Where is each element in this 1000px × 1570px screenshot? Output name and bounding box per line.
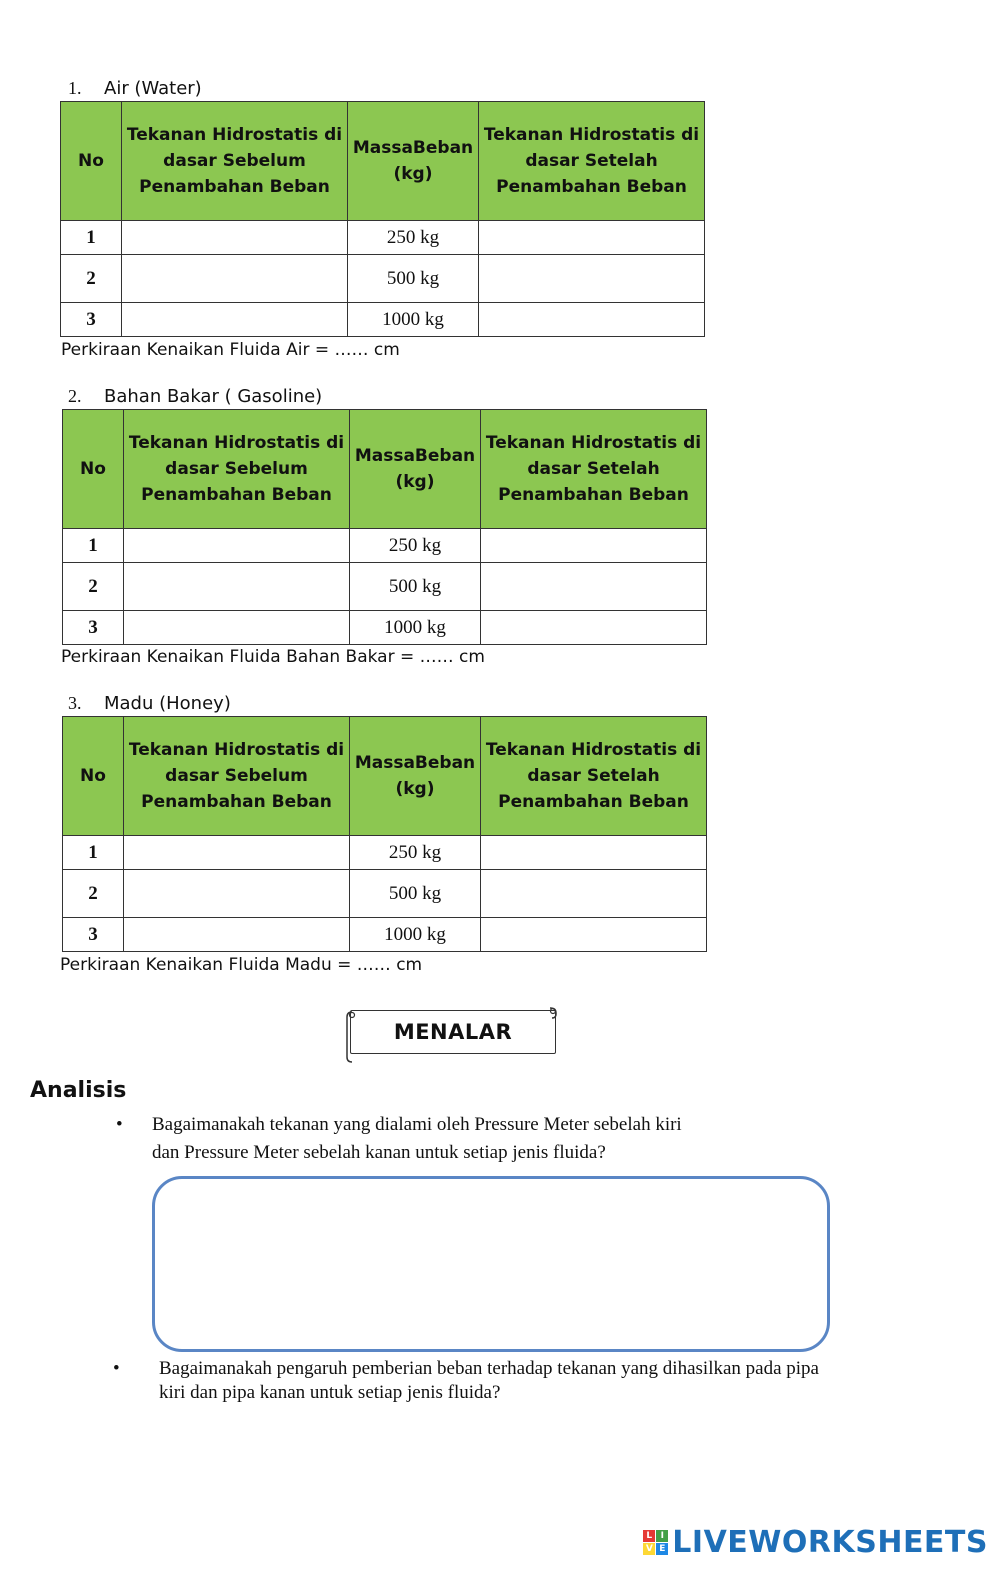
header-mass: MassaBeban (kg) bbox=[350, 410, 481, 529]
header-no: No bbox=[61, 102, 122, 221]
question-2: • Bagaimanakah pengaruh pemberian beban terhadap tekanan yang dihasilkan pada pipa kiri dan pipa kanan untuk setiap jenis fluida? bbox=[113, 1358, 819, 1403]
input-cell[interactable] bbox=[124, 836, 350, 870]
header-pressure-after: Tekanan Hidrostatis di dasar Setelah Penambahan Beban bbox=[481, 410, 707, 529]
section-3-title: 3. Madu (Honey) bbox=[68, 693, 231, 714]
header-mass: MassaBeban (kg) bbox=[350, 717, 481, 836]
section-2-title: 2. Bahan Bakar ( Gasoline) bbox=[68, 386, 323, 407]
input-cell[interactable] bbox=[481, 836, 707, 870]
menalar-banner: MENALAR bbox=[350, 1010, 556, 1054]
table-row: 2 500 kg bbox=[63, 870, 707, 918]
input-cell[interactable] bbox=[122, 221, 348, 255]
header-no: No bbox=[63, 410, 124, 529]
header-mass: MassaBeban (kg) bbox=[348, 102, 479, 221]
scroll-decoration-icon bbox=[344, 1004, 566, 1064]
table-row: 1 250 kg bbox=[63, 529, 707, 563]
gasoline-estimate-note: Perkiraan Kenaikan Fluida Bahan Bakar = …… cm bbox=[61, 647, 485, 667]
input-cell[interactable] bbox=[479, 255, 705, 303]
water-table bbox=[60, 101, 705, 337]
table-row: 3 1000 kg bbox=[63, 918, 707, 952]
liveworksheets-mark-icon: L I V E bbox=[643, 1530, 668, 1555]
header-no: No bbox=[63, 717, 124, 836]
input-cell[interactable] bbox=[124, 611, 350, 645]
liveworksheets-logo: L I V E LIVEWORKSHEETS bbox=[643, 1525, 988, 1560]
input-cell[interactable] bbox=[122, 303, 348, 337]
table-row: 1 250 kg bbox=[63, 836, 707, 870]
input-cell[interactable] bbox=[481, 563, 707, 611]
input-cell[interactable] bbox=[124, 529, 350, 563]
analisis-heading: Analisis bbox=[30, 1078, 127, 1103]
input-cell[interactable] bbox=[124, 918, 350, 952]
honey-table bbox=[62, 716, 707, 952]
table-row: 2 500 kg bbox=[63, 563, 707, 611]
table-row: 3 1000 kg bbox=[63, 611, 707, 645]
table-row: 3 1000 kg bbox=[61, 303, 705, 337]
table-row: 1 250 kg bbox=[61, 221, 705, 255]
gasoline-table bbox=[62, 409, 707, 645]
input-cell[interactable] bbox=[481, 611, 707, 645]
answer-box[interactable] bbox=[152, 1176, 830, 1352]
question-1: • Bagaimanakah tekanan yang dialami oleh Pressure Meter sebelah kiri dan Pressure Meter sebelah kanan untuk setiap jenis fluida? bbox=[116, 1114, 682, 1163]
input-cell[interactable] bbox=[122, 255, 348, 303]
header-pressure-before: Tekanan Hidrostatis di dasar Sebelum Penambahan Beban bbox=[122, 102, 348, 221]
honey-estimate-note: Perkiraan Kenaikan Fluida Madu = …… cm bbox=[60, 955, 423, 975]
input-cell[interactable] bbox=[481, 870, 707, 918]
water-estimate-note: Perkiraan Kenaikan Fluida Air = …… cm bbox=[61, 340, 400, 360]
input-cell[interactable] bbox=[481, 529, 707, 563]
input-cell[interactable] bbox=[124, 563, 350, 611]
header-pressure-before: Tekanan Hidrostatis di dasar Sebelum Penambahan Beban bbox=[124, 717, 350, 836]
section-1-title: 1. Air (Water) bbox=[68, 78, 202, 99]
input-cell[interactable] bbox=[124, 870, 350, 918]
table-row: 2 500 kg bbox=[61, 255, 705, 303]
input-cell[interactable] bbox=[481, 918, 707, 952]
input-cell[interactable] bbox=[479, 303, 705, 337]
header-pressure-after: Tekanan Hidrostatis di dasar Setelah Penambahan Beban bbox=[481, 717, 707, 836]
header-pressure-after: Tekanan Hidrostatis di dasar Setelah Penambahan Beban bbox=[479, 102, 705, 221]
header-pressure-before: Tekanan Hidrostatis di dasar Sebelum Penambahan Beban bbox=[124, 410, 350, 529]
input-cell[interactable] bbox=[479, 221, 705, 255]
